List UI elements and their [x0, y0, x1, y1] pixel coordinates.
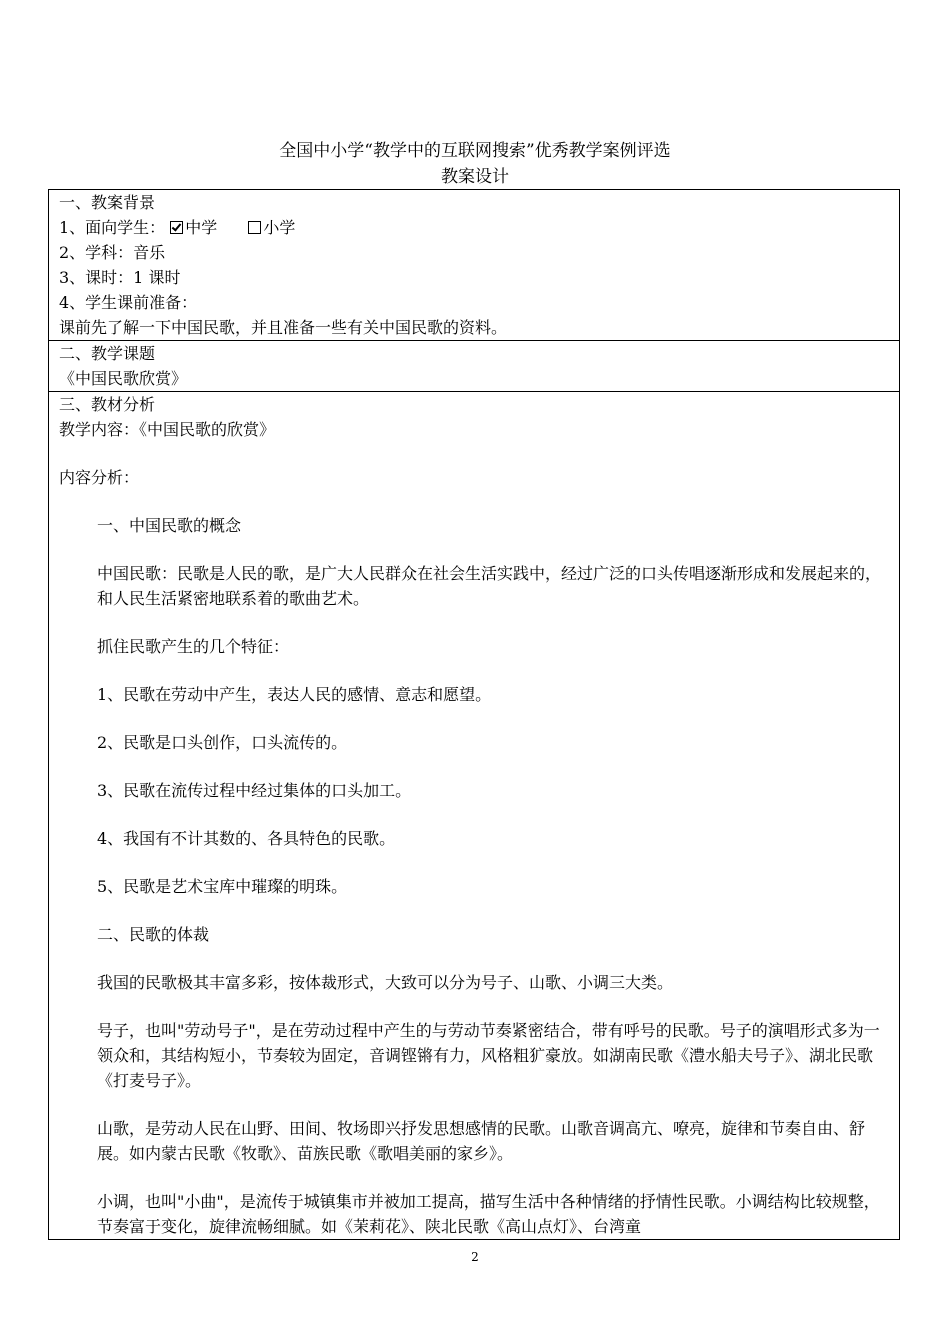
section-heading: 三、教材分析: [59, 395, 156, 414]
xiaodiao-paragraph: 小调，也叫"小曲"，是流传于城镇集市并被加工提高，描写生活中各种情绪的抒情性民歌。小调结构比较规整，节奏富于变化，旋律流畅细腻。如《茉莉花》、陕北民歌《高山点灯》、台湾童: [97, 1192, 880, 1236]
topic-text: 《中国民歌欣赏》: [59, 369, 188, 388]
option-middle-label: 中学: [185, 218, 218, 237]
feature-item: 3、民歌在流传过程中经过集体的口头加工。: [97, 781, 412, 800]
subject-line: 2、学科：音乐: [59, 243, 166, 262]
section-topic-cell: [49, 341, 900, 392]
hours-line: 3、课时：1 课时: [59, 268, 181, 287]
option-primary-label: 小学: [263, 218, 296, 237]
document-title: 全国中小学“教学中的互联网搜索”优秀教学案例评选: [279, 141, 671, 161]
checkbox-checked-icon[interactable]: [170, 221, 183, 234]
document-subtitle: 教案设计: [441, 167, 509, 187]
teaching-content: 教学内容：《中国民歌的欣赏》: [59, 420, 276, 439]
option-middle[interactable]: [170, 218, 217, 237]
prep-label: 4、学生课前准备：: [59, 293, 198, 312]
checkbox-empty-icon[interactable]: [248, 221, 261, 234]
feature-item: 2、民歌是口头创作，口头流传的。: [97, 733, 348, 752]
content-analysis-label: 内容分析：: [59, 468, 140, 487]
section-analysis-row: [49, 392, 900, 1240]
feature-item: 5、民歌是艺术宝库中璀璨的明珠。: [97, 877, 348, 896]
prep-text: 课前先了解一下中国民歌，并且准备一些有关中国民歌的资料。: [59, 318, 508, 337]
haozi-paragraph: 号子，也叫"劳动号子"，是在劳动过程中产生的与劳动节奏紧密结合，带有呼号的民歌。号子的演唱形式多为一领众和，其结构短小，节奏较为固定，音调铿锵有力，风格粗犷豪放。如湖南民歌《澧水船夫号子》、湖北民歌《打麦号子》。: [97, 1021, 880, 1090]
option-primary[interactable]: [248, 218, 295, 237]
section-background-row: [49, 190, 900, 341]
students-label: 1、面向学生：: [59, 218, 166, 237]
section-background-cell: [49, 190, 900, 341]
section-heading: 二、教学课题: [59, 344, 156, 363]
shange-paragraph: 山歌，是劳动人民在山野、田间、牧场即兴抒发思想感情的民歌。山歌音调高亢、嘹亮，旋律和节奏自由、舒展。如内蒙古民歌《牧歌》、苗族民歌《歌唱美丽的家乡》。: [97, 1119, 866, 1163]
lesson-plan-table: [48, 189, 900, 1240]
concept-heading: 一、中国民歌的概念: [97, 516, 242, 535]
page-number: 2: [471, 1250, 479, 1264]
students-row: [59, 215, 899, 240]
genre-heading: 二、民歌的体裁: [97, 925, 210, 944]
feature-item: 1、民歌在劳动中产生，表达人民的感情、意志和愿望。: [97, 685, 492, 704]
definition-paragraph: 中国民歌：民歌是人民的歌，是广大人民群众在社会生活实践中，经过广泛的口头传唱逐渐形成和发展起来的，和人民生活紧密地联系着的歌曲艺术。: [97, 564, 882, 608]
section-topic-row: [49, 341, 900, 392]
genre-intro: 我国的民歌极其丰富多彩，按体裁形式，大致可以分为号子、山歌、小调三大类。: [97, 973, 674, 992]
features-intro: 抓住民歌产生的几个特征：: [97, 637, 290, 656]
feature-item: 4、我国有不计其数的、各具特色的民歌。: [97, 829, 396, 848]
section-analysis-cell: [49, 392, 900, 1240]
section-heading: 一、教案背景: [59, 193, 156, 212]
